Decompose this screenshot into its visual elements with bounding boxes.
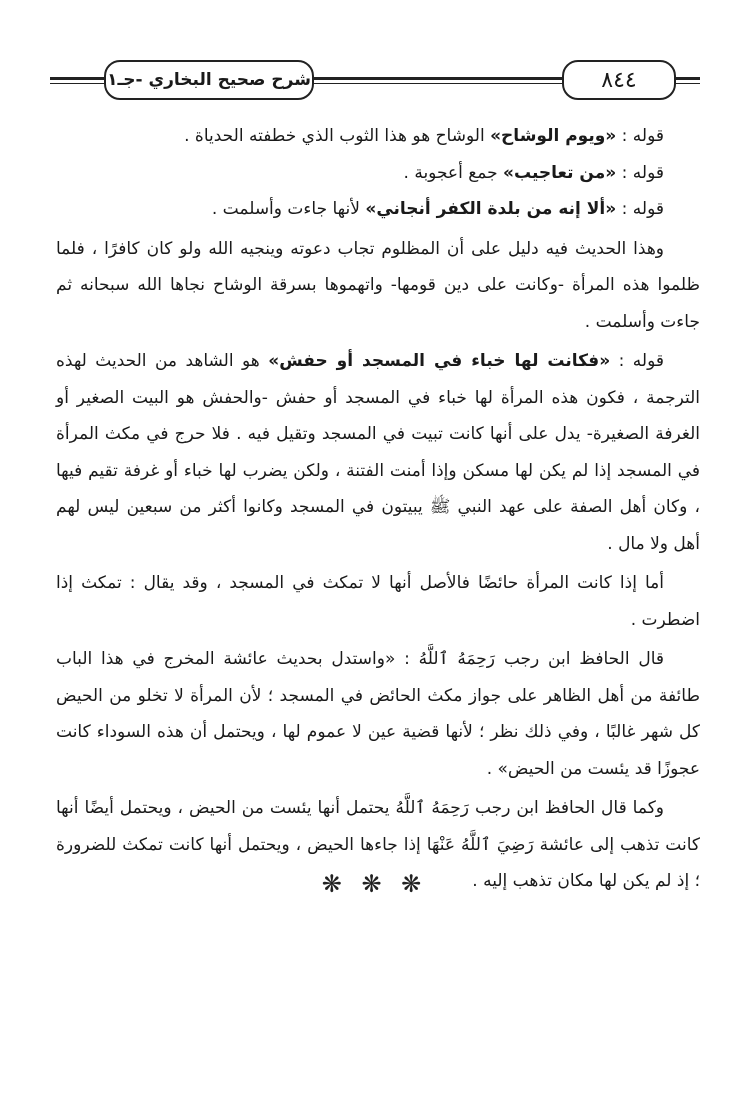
text-run: لأنها جاءت وأسلمت .: [211, 199, 366, 219]
hadith-quote: «ألا إنه من بلدة الكفر أنجاني»: [365, 199, 617, 219]
hadith-quote: «ويوم الوشاح»: [490, 126, 617, 146]
text-run: جمع أعجوبة .: [403, 162, 503, 183]
paragraph-taajib: [56, 155, 700, 192]
paragraph-anjani: [56, 191, 700, 228]
hadith-quote: «من تعاجيب»: [502, 162, 617, 183]
text-run: وكما قال الحافظ ابن رجب رَحِمَهُ ٱللَّهُ يحتمل أنها يئست من الحيض ، ويحتمل أيضًا أنها كانت تذهب إلى عائشة رَضِيَ ٱللَّهُ عَنْهَا إذا جاءها الحيض ، ويحتمل أنها كانت تمكث للضرورة ؛ إذ لم يكن لها مكان تذهب إليه .: [56, 798, 700, 891]
paragraph-ibn-rajab-quote: [56, 641, 700, 787]
paragraph-haid: [56, 565, 700, 638]
header-rule-middle: [314, 77, 562, 84]
header-rule-left: [50, 77, 104, 84]
running-header: [50, 58, 700, 104]
text-run: وهذا الحديث فيه دليل على أن المظلوم تجاب دعوته وينجيه الله ولو كان كافرًا ، فلما ظلموا هذه المرأة -وكانت على دين قومها- واتهموها بسرقة الوشاح نجاها الله سبحانه ثم جاءت وأسلمت .: [56, 238, 700, 332]
text-run: قوله :: [616, 126, 664, 146]
body-text: [56, 118, 700, 900]
text-run: قال الحافظ ابن رجب رَحِمَهُ ٱللَّهُ : «واستدل بحديث عائشة المخرج في هذا الباب طائفة من أهل الظاهر على جواز مكث الحائض في المسجد ؛ لأن المرأة لا تخلو من الحيض كل شهر غالبًا ، وفي ذلك نظر ؛ لأنها قضية عين لا عموم لها ، ويحتمل أن هذه السوداء كانت عجوزًا قد يئست من الحيض» .: [56, 649, 700, 779]
text-run: الوشاح هو هذا الثوب الذي خطفته الحدياة .: [184, 126, 491, 146]
text-run: أما إذا كانت المرأة حائضًا فالأصل أنها لا تمكث في المسجد ، وقد يقال : تمكث إذا اضطرت .: [56, 573, 700, 630]
text-run: هو الشاهد من الحديث لهذه الترجمة ، فكون هذه المرأة لها خباء في المسجد أو حفش -والحفش هو البيت الصغير أو الغرفة الصغيرة- يدل على أنها كانت تبيت في المسجد وتقيل فيه . فلا حرج في مكث المرأة في المسجد إذا لم يكن لها مسكن وإذا أمنت الفتنة ، ولكن يضرب لها خباء أو غرفة تقيم فيها ، وكان أهل الصفة على عهد النبي ﷺ يبيتون في المسجد وكانوا أكثر من سبعين ليس لهم أهل ولا مال .: [56, 351, 700, 554]
paragraph-khiba: [56, 343, 700, 562]
text-run: قوله :: [610, 351, 664, 371]
text-run: قوله :: [616, 162, 664, 183]
text-run: قوله :: [616, 199, 664, 219]
book-title: شرح صحيح البخاري -جـ١: [104, 60, 314, 100]
section-divider: ❋ ❋ ❋: [321, 870, 428, 898]
hadith-quote: «فكانت لها خباء في المسجد أو حفش»: [268, 351, 611, 371]
paragraph-wishah: [56, 118, 700, 155]
page-number: ٨٤٤: [562, 60, 676, 100]
header-rule-right: [676, 77, 700, 84]
paragraph-mazlum: [56, 231, 700, 341]
